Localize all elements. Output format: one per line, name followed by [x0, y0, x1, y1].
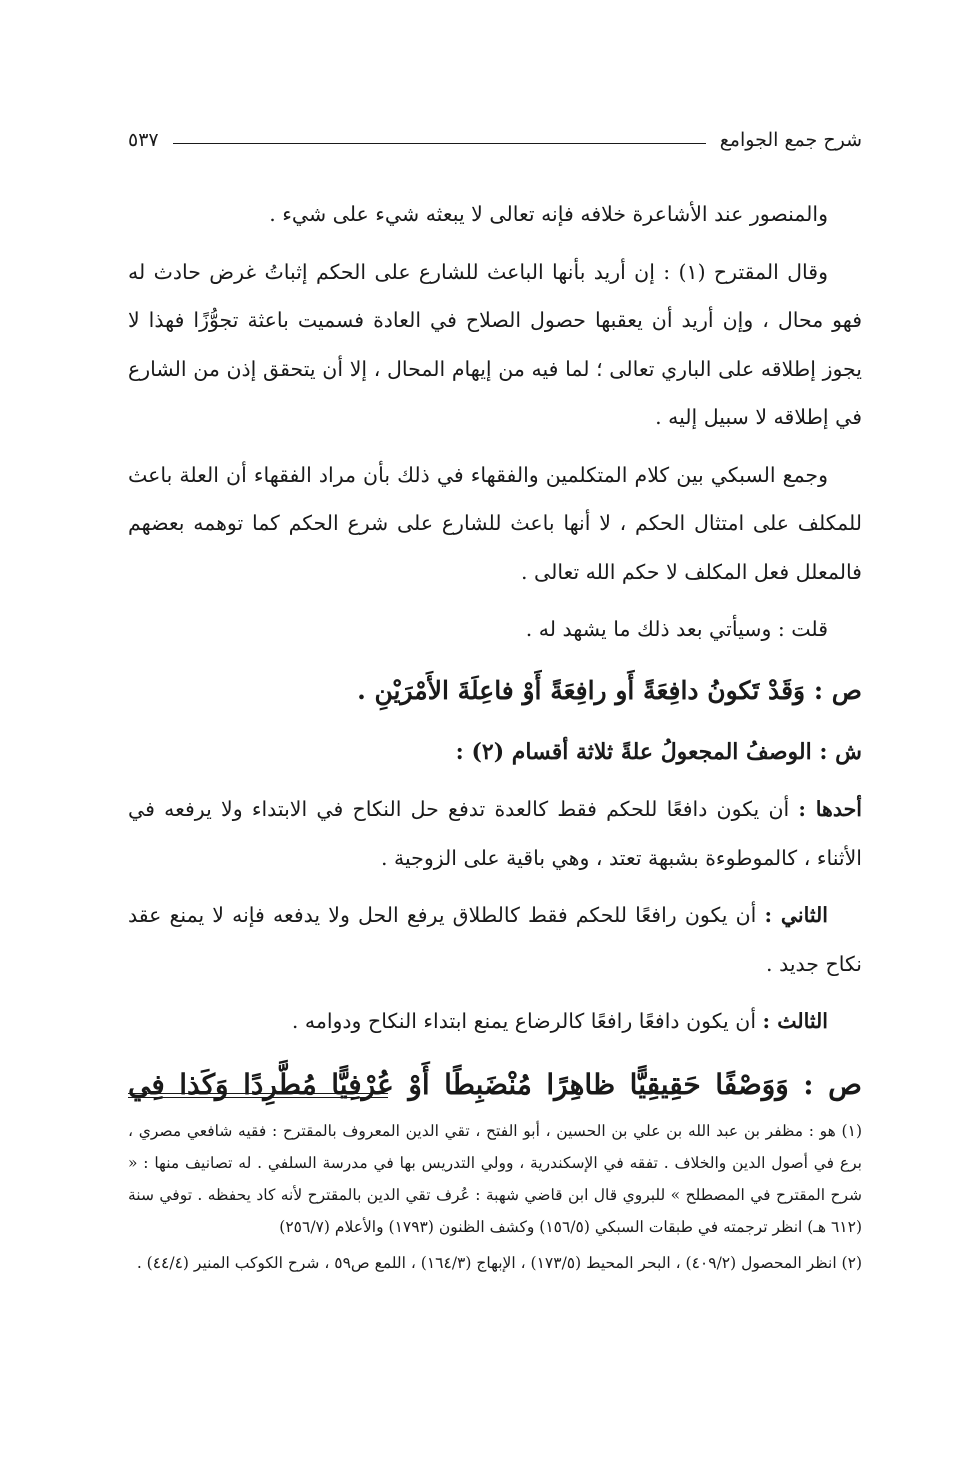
category-first-label: أحدها :: [798, 797, 862, 821]
running-header: [128, 120, 862, 160]
paragraph-2: وقال المقترح (١) : إن أريد بأنها الباعث للشارع على الحكم إثباتُ غرض حادث له فهو محال ، وإن أريد أن يعقبها حصول الصلاح في العادة فسميت باعثة تجوُّزًا فهذا لا يجوز إطلاقه على الباري تعالى ؛ لما فيه من إيهام المحال ، إلا أن يتحقق إذن من الشارع في إطلاقه لا سبيل إليه .: [128, 259, 862, 429]
category-third-text: أن يكون دافعًا رافعًا كالرضاع يمنع ابتداء النكاح ودوامه .: [291, 1009, 763, 1033]
category-third: [128, 997, 862, 1046]
category-second-text: أن يكون رافعًا للحكم فقط كالطلاق يرفع الحل ولا يدفعه فإنه لا يمنع عقد نكاح جديد .: [128, 903, 862, 976]
sharh-heading: ش : الوصفُ المجعولُ علةً ثلاثة أقسام (٢) :: [455, 738, 862, 765]
paragraph-1: والمنصور عند الأشاعرة خلافه فإنه تعالى لا يبعثه شيء على شيء .: [269, 202, 828, 226]
footnote-1: (١) هو : مظفر بن عبد الله بن علي بن الحسين ، أبو الفتح ، تقي الدين المعروف بالمقترح : فقيه شافعي مصري ، برع في أصول الدين والخلاف . تفقه في الإسكندرية ، وولي التدريس بها في مدرسة السلفي . له تصانيف منها : « شرح المقترح في المصطلح » للبروي قال ابن قاضي شهبة : عُرف تقي الدين بالمقترح لأنه كاد يحفظه . توفي سنة (٦١٢ هـ) انظر ترجمته في طبقات السبكي (١٥٦/٥) وكشف الظنون (١٧٩٣) والأعلام (٢٥٦/٧): [128, 1122, 862, 1236]
paragraph-4: قلت : وسيأتي بعد ذلك ما يشهد له .: [525, 617, 828, 641]
paragraph-3: وجمع السبكي بين كلام المتكلمين والفقهاء في ذلك بأن مراد الفقهاء أن العلة باعث للمكلف على امتثال الحكم ، لا أنها باعث للشارع على شرع الحكم كما توهمه بعضهم فالمعلل فعل المكلف لا حكم الله تعالى .: [128, 462, 862, 584]
footnote-2: (٢) انظر المحصول (٤٠٩/٢) ، البحر المحيط (١٧٣/٥) ، الإبهاج (١٦٤/٣) ، اللمع ص٥٩ ، شرح الكوكب المنير (٤٤/٤) .: [136, 1254, 862, 1272]
category-first-text: أن يكون دافعًا للحكم فقط كالعدة تدفع حل النكاح في الابتداء ولا يرفعه في الأثناء ، كالموطوءة بشبهة تعتد ، وهي باقية على الزوجية .: [128, 797, 862, 870]
matn-line-1: ص : وَقَدْ تَكونُ دافِعَةً أَو رافِعَةً أَوْ فاعِلَةَ الأَمْرَيْنِ .: [357, 675, 862, 705]
category-second: [128, 891, 862, 988]
page-content: [128, 120, 862, 1124]
header-rule: [173, 143, 706, 144]
matn-line-2: ص : وَوَصْفًا حَقِيقِيًّا ظاهِرًا مُنْضَبِطًا أَوْ عُرْفِيًّا مُطَّرِدًا وَكَذا فِي: [128, 1067, 862, 1101]
category-third-label: الثالث :: [762, 1009, 828, 1033]
main-text: [128, 190, 862, 1115]
page-number: ٥٣٧: [128, 129, 159, 151]
footnotes: [128, 1115, 862, 1283]
running-title: شرح جمع الجوامع: [719, 129, 862, 151]
category-second-label: الثاني :: [764, 903, 829, 927]
category-first: [128, 785, 862, 882]
footnote-separator: [128, 1093, 388, 1101]
